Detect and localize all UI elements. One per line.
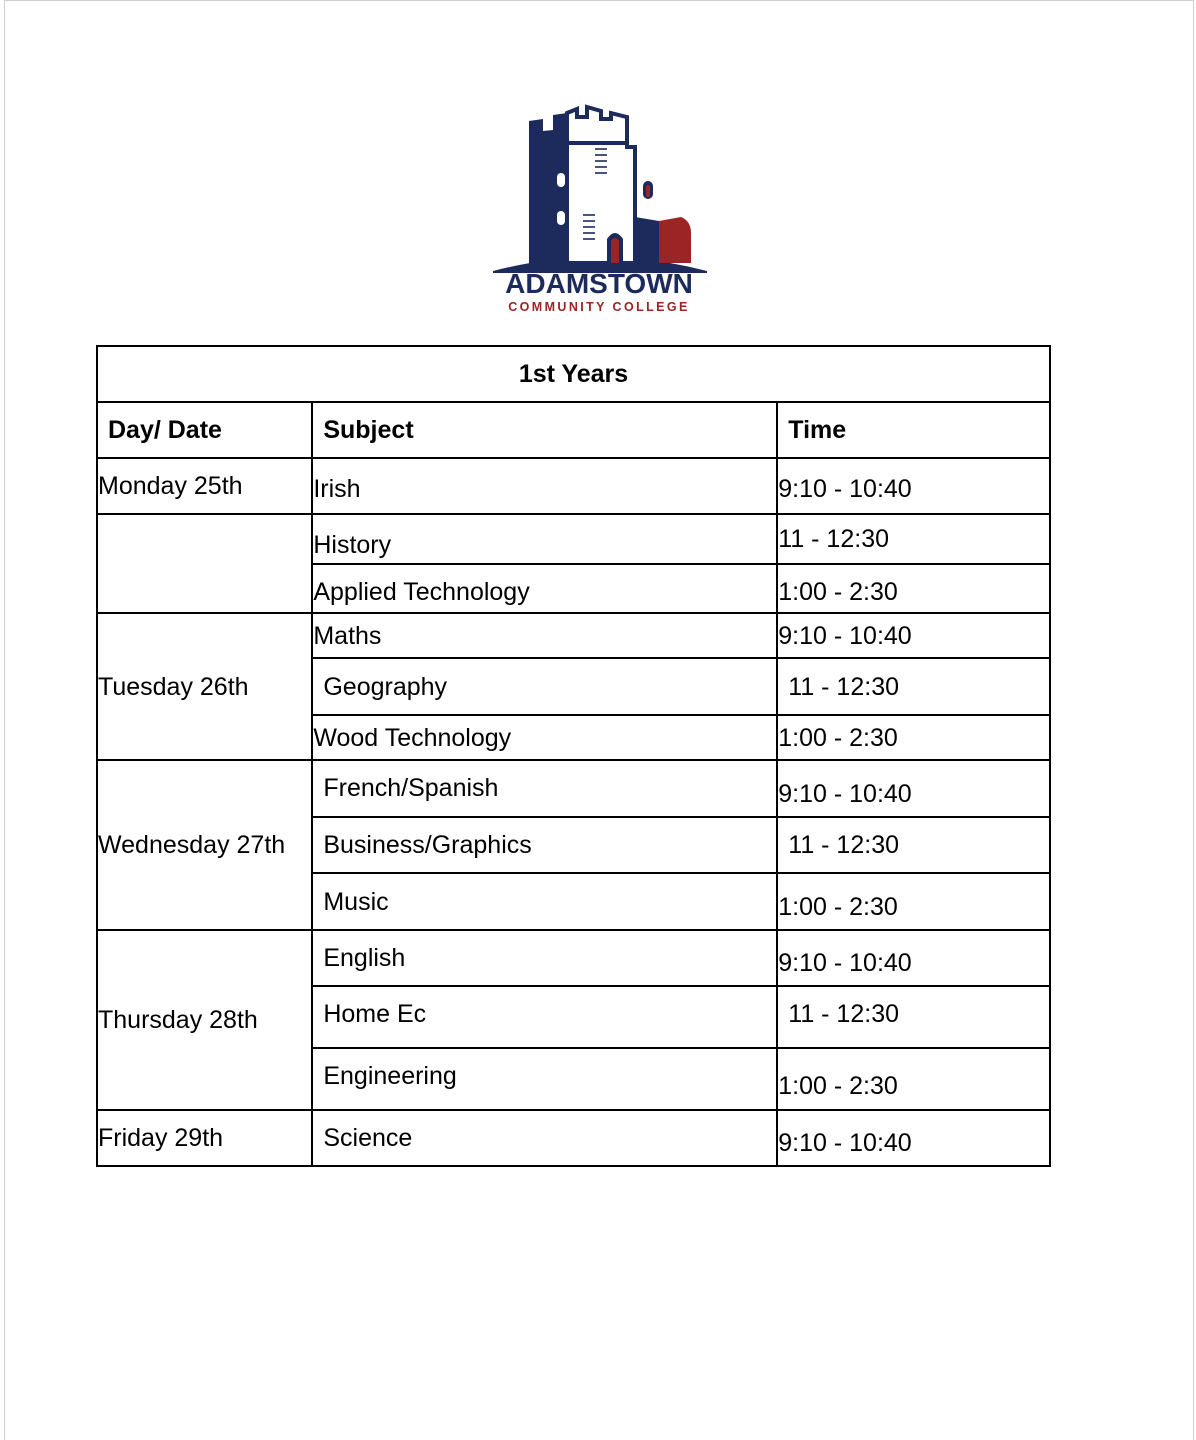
header-time: Time	[777, 402, 1050, 458]
table-row	[97, 1110, 1050, 1166]
subject-cell: Business/Graphics	[312, 817, 777, 873]
subject-cell: English	[312, 930, 777, 986]
document-page	[4, 0, 1194, 1440]
subject-cell: Maths	[312, 613, 777, 658]
time-cell: 9:10 - 10:40	[777, 1110, 1050, 1166]
time-cell: 11 - 12:30	[777, 514, 1050, 564]
time-cell: 1:00 - 2:30	[777, 564, 1050, 613]
subject-cell: Engineering	[312, 1048, 777, 1110]
header-subject: Subject	[312, 402, 777, 458]
subject-cell: Science	[312, 1110, 777, 1166]
logo-subtitle: COMMUNITY COLLEGE	[508, 300, 690, 314]
time-cell: 9:10 - 10:40	[777, 760, 1050, 817]
subject-cell: Music	[312, 873, 777, 930]
table-title-row	[97, 346, 1050, 402]
time-cell: 11 - 12:30	[777, 986, 1050, 1048]
header-day: Day/ Date	[97, 402, 312, 458]
day-cell: Monday 25th	[97, 458, 312, 514]
subject-cell: French/Spanish	[312, 760, 777, 817]
table-row	[97, 613, 1050, 658]
subject-cell: Home Ec	[312, 986, 777, 1048]
time-cell: 1:00 - 2:30	[777, 1048, 1050, 1110]
subject-cell: History	[312, 514, 777, 564]
subject-cell: Wood Technology	[312, 715, 777, 760]
table-row	[97, 458, 1050, 514]
time-cell: 9:10 - 10:40	[777, 930, 1050, 986]
castle-icon	[491, 103, 711, 273]
time-cell: 11 - 12:30	[777, 817, 1050, 873]
time-cell: 1:00 - 2:30	[777, 715, 1050, 760]
day-cell: Wednesday 27th	[97, 760, 312, 930]
table-row	[97, 930, 1050, 986]
day-cell: Friday 29th	[97, 1110, 312, 1166]
table-title: 1st Years	[97, 346, 1050, 402]
table-row	[97, 760, 1050, 817]
exam-timetable	[96, 345, 1051, 1167]
logo-title: ADAMSTOWN	[505, 268, 693, 299]
time-cell: 9:10 - 10:40	[777, 458, 1050, 514]
subject-cell: Geography	[312, 658, 777, 715]
day-cell: Tuesday 26th	[97, 613, 312, 760]
time-cell: 11 - 12:30	[777, 658, 1050, 715]
college-logo	[491, 103, 711, 319]
time-cell: 9:10 - 10:40	[777, 613, 1050, 658]
subject-cell: Irish	[312, 458, 777, 514]
table-header-row	[97, 402, 1050, 458]
day-cell	[97, 514, 312, 613]
subject-cell: Applied Technology	[312, 564, 777, 613]
table-row	[97, 514, 1050, 564]
time-cell: 1:00 - 2:30	[777, 873, 1050, 930]
day-cell: Thursday 28th	[97, 930, 312, 1110]
